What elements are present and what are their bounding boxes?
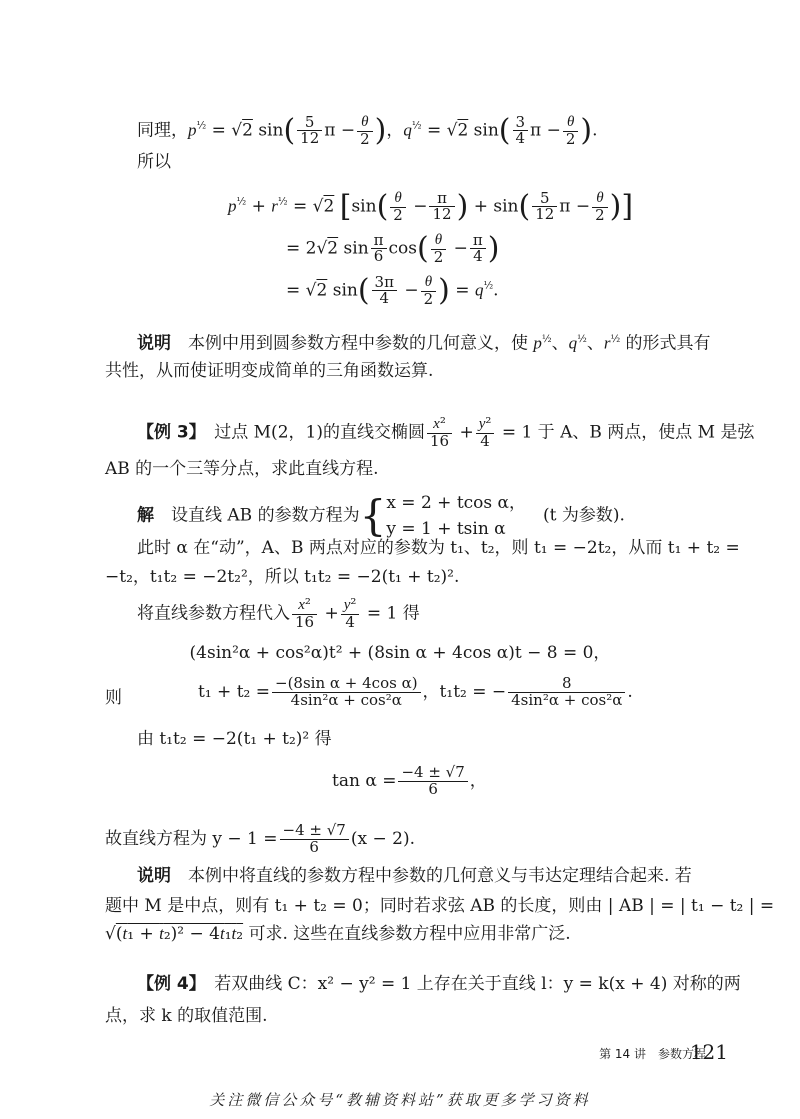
note-2-line-1: 说明 本例中将直线的参数方程中参数的几何意义与韦达定理结合起来. 若	[137, 866, 692, 886]
text-therefore: 所以	[137, 152, 171, 172]
running-head: 第 14 讲 参数方程	[599, 1047, 706, 1061]
text-by-condition: 由 t₁t₂ = −2(t₁ + t₂)² 得	[137, 729, 332, 749]
example-4-line-2: 点，求 k 的取值范围.	[105, 1006, 268, 1026]
equation-tan: tan α = $\frac{-4 \pm √7}{6}$ ，	[332, 763, 487, 798]
equation-derivation-2: = 2√2 sin $\frac{\pi}{6}$ cos( $\frac{\theta}{2}$ − $\frac{\pi}{4}$ )	[286, 230, 500, 266]
example-3-line-1: 【例 3】 过点 M(2，1)的直线交椭圆 $\frac{\text{x²}}{16}$ + $\frac{\text{y²}}{4}$ = 1 于 A、B 两点，使点 M 是弦	[137, 414, 755, 450]
note-2-line-2: 题中 M 是中点，则有 t₁ + t₂ = 0；同时若求弦 AB 的长度，则由 | AB | = | t₁ − t₂ | =	[105, 896, 775, 916]
note-1-line-2: 共性，从而使证明变成简单的三角函数运算.	[105, 361, 434, 381]
text-then: 则	[105, 688, 122, 708]
footer-watermark-text: 关注微信公众号“教辅资料站”获取更多学习资料	[209, 1091, 591, 1109]
equation-derivation-3: = √2 sin( $\frac{3\pi}{4}$ − $\frac{\theta}{2}$ ) = $q^{\frac{1}{2}}$.	[286, 272, 499, 308]
solution-paragraph-3: 将直线参数方程代入 $\frac{\text{x²}}{16}$ + $\frac{\text{y²}}{4}$ = 1 得	[137, 595, 420, 631]
solution-param-equation: 解 设直线 AB 的参数方程为{x = 2 + tcos α， y = 1 + tsin α (t 为参数).	[137, 491, 625, 540]
equation-line-result: 故直线方程为 y − 1 = $\frac{-4 \pm √7}{6}$ (x − 2).	[105, 821, 415, 856]
solution-paragraph-2: −t₂，t₁t₂ = −2t₂²，所以 t₁t₂ = −2(t₁ + t₂)².	[105, 567, 460, 587]
example-4-line-1: 【例 4】 若双曲线 C：x² − y² = 1 上存在关于直线 l：y = k(x + 4) 对称的两	[137, 974, 741, 994]
equation-quadratic: (4sin²α + cos²α)t² + (8sin α + 4cos α)t − 8 = 0，	[189, 643, 611, 663]
equation-derivation-1: $p^{\frac{1}{2}} + r^{\frac{1}{2}} = √2$ [sin( $\frac{\theta}{2}$ − $\frac{\pi}{12}$ ) + sin( $\frac{5}{12}$ π − $\frac{\theta}{2}$ )]	[228, 188, 634, 224]
page-number: 121	[689, 1040, 728, 1064]
note-2-line-3: √(t₁ + t₂)² − 4t₁t₂ 可求. 这些在直线参数方程中应用非常广泛.	[105, 924, 571, 944]
example-3-line-2: AB 的一个三等分点，求此直线方程.	[105, 459, 379, 479]
equation-same-reason: 同理，$p^{\frac{1}{2}} = √2$ sin( $\frac{5}{12}$ π − $\frac{\theta}{2}$ )，$q^{\frac{1}{2}} = √2$ sin( $\frac{3}{4}$ π − $\frac{\theta}{2}$ ).	[137, 112, 598, 148]
note-1-line-1: 说明 本例中用到圆参数方程中参数的几何意义，使 $p^{\frac{1}{2}}$、$q^{\frac{1}{2}}$、$r^{\frac{1}{2}}$ 的形式具有	[137, 333, 711, 354]
solution-paragraph-1: 此时 α 在“动”，A、B 两点对应的参数为 t₁、t₂，则 t₁ = −2t₂，从而 t₁ + t₂ =	[137, 538, 740, 558]
equation-vieta: t₁ + t₂ = $\frac{\text{−(8sin α + 4cos α)}}{\text{4sin²α + cos²α}}$ ，t₁t₂ = − $\frac{8}{\text{4sin²α + cos²α}}$ .	[198, 674, 633, 709]
